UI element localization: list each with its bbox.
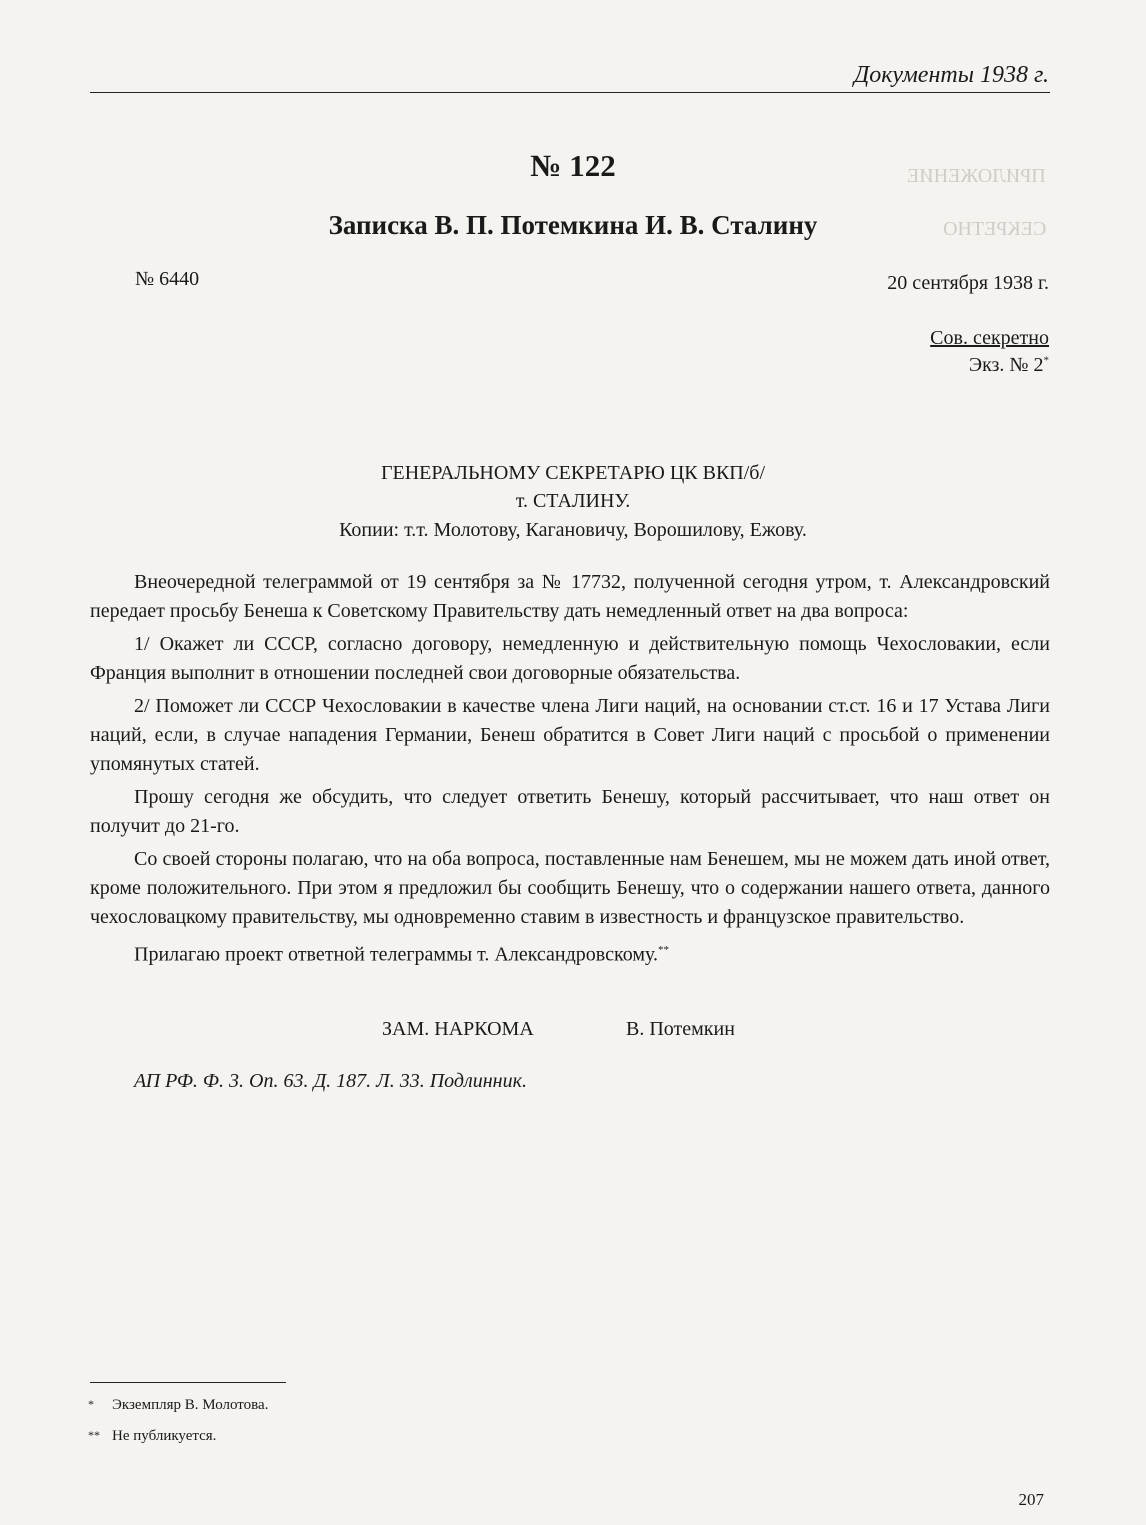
footnote-text: Экземпляр В. Молотова.	[112, 1397, 269, 1413]
addressee-name: т. СТАЛИНУ.	[515, 490, 631, 512]
header-divider	[90, 92, 1050, 93]
body-paragraph-last: Прилагаю проект ответной телеграммы т. Александровскому.**	[134, 943, 669, 966]
addressee-title: ГЕНЕРАЛЬНОМУ СЕКРЕТАРЮ ЦК ВКП/б/	[380, 462, 766, 484]
body-paragraph: Со своей стороны полагаю, что на оба вопроса, поставленные нам Бенешем, мы не можем дать иной ответ, кроме положительного. При этом я предложил бы сообщить Бенешу, что о содержании нашего ответа, данного чехословацкому правительству, мы одновременно ставим в известность и французское правительство.	[90, 848, 1050, 928]
copy-number: Экз. № 2*	[968, 354, 1049, 376]
copies-list: Копии: т.т. Молотову, Кагановичу, Ворошилову, Ежову.	[339, 519, 807, 541]
classification-stamp: Сов. секретно	[930, 327, 1049, 349]
footnote-mark: **	[88, 1428, 100, 1442]
footnote	[88, 1428, 216, 1445]
outgoing-reference-number: № 6440	[135, 268, 200, 290]
archive-reference: АП РФ. Ф. 3. Оп. 63. Д. 187. Л. 33. Подлинник.	[134, 1070, 527, 1092]
running-header: Документы 1938 г.	[853, 62, 1049, 88]
body-paragraph: 2/ Поможет ли СССР Чехословакии в качестве члена Лиги наций, на основании ст.ст. 16 и 17 Устава Лиги наций, если, в случае нападения Германии, Бенеш обратится в Совет Лиги наций с просьбой о применении упомянутых статей.	[90, 695, 1050, 775]
page-number: 207	[1018, 1490, 1044, 1509]
body-paragraph: Внеочередной телеграммой от 19 сентября за № 17732, полученной сегодня утром, т. Александровский передает просьбу Бенеша к Советскому Правительству дать немедленный ответ на два вопроса:	[90, 571, 1050, 622]
footnote	[88, 1397, 268, 1414]
signatory-name: В. Потемкин	[626, 1018, 735, 1040]
document-title: Записка В. П. Потемкина И. В. Сталину	[328, 210, 818, 240]
letter-body	[90, 568, 1050, 974]
body-paragraph: 1/ Окажет ли СССР, согласно договору, немедленную и действительную помощь Чехословакии, если Франция выполнит в отношении последней свои договорные обязательства.	[90, 633, 1050, 684]
footnote-text: Не публикуется.	[112, 1428, 217, 1444]
footnote-mark: *	[88, 1397, 94, 1411]
footnote-divider	[90, 1382, 286, 1383]
footnote-marker: *	[1043, 354, 1049, 367]
signatory-role: ЗАМ. НАРКОМА	[382, 1018, 534, 1040]
body-paragraph: Прошу сегодня же обсудить, что следует ответить Бенешу, который рассчитывает, что наш ответ он получит до 21-го.	[90, 786, 1050, 837]
bleed-through-decoration: ПРИЛОЖЕНИЕ	[907, 165, 1046, 187]
document-date: 20 сентября 1938 г.	[887, 272, 1049, 294]
footnote-marker: **	[657, 944, 669, 956]
document-number: № 122	[530, 148, 616, 183]
bleed-through-decoration: СЕКРЕТНО	[942, 218, 1046, 240]
